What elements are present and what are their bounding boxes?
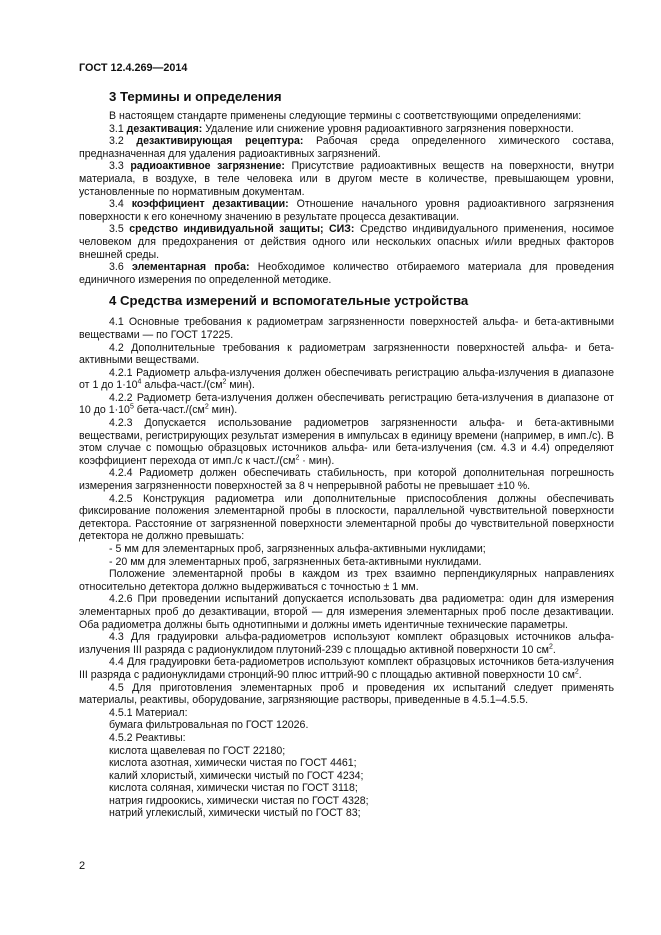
clause-4-2-5-position: Положение элементарной пробы в каждом из трех взаимно перпендикулярных направлениях относительно детектора должно выдерживаться с точностью ± 1 мм. xyxy=(79,568,614,593)
term-3-1: 3.1 дезактивация: Удаление или снижение уровня радиоактивного загрязнения поверхности. xyxy=(109,122,574,135)
reagent-item: калий хлористый, химически чистый по ГОСТ 4234; xyxy=(109,769,364,782)
distance-alpha: - 5 мм для элементарных проб, загрязненных альфа-активными нуклидами; xyxy=(109,543,486,555)
material-item: бумага фильтровальная по ГОСТ 12026. xyxy=(109,719,309,732)
clause-4-2-2: 4.2.2 Радиометр бета-излучения должен обеспечивать регистрацию бета-излучения в диапазоне от 10 до $1\cdot 10^5$ бета-$част./(см^2$ мин). xyxy=(79,391,614,417)
reagent-item: кислота щавелевая по ГОСТ 22180; xyxy=(109,744,286,757)
clause-4-5-2: 4.5.2 Реактивы: xyxy=(109,731,186,744)
section-3-heading: 3 Термины и определения xyxy=(109,89,282,104)
section-3-intro: В настоящем стандарте применены следующие термины с соответствующими определениями: xyxy=(109,110,582,122)
clause-4-2-1: 4.2.1 Радиометр альфа-излучения должен обеспечивать регистрацию альфа-излучения в диапазоне от 1 до $1\cdot 10^4$ альфа-$част./(см^2$ мин). xyxy=(79,366,614,392)
clause-4-4: 4.4 Для градуировки бета-радиометров используют комплект образцовых источников бета-излучения III разряда с радионуклидами стронций-90 плюс иттрий-90 с площадью активной поверхности 10 $см^2$. xyxy=(79,656,614,681)
distance-beta: - 20 мм для элементарных проб, загрязненных бета-активными нуклидами. xyxy=(109,555,482,568)
page-number: 2 xyxy=(79,860,86,872)
term-3-5: 3.5 средство индивидуальной защиты; СИЗ: Средство индивидуального применения, носимое человеком для предохранения от действия одного или нескольких опасных и/или вредных факторов внешней среды. xyxy=(79,223,614,261)
clause-4-2-3: 4.2.3 Допускается использование радиометров загрязненности альфа- и бета-активными веществами, регистрирующих результат измерения в импульсах в единицу времени (например, в имп./с). В этом случае с помощью образцовых источников альфа- или бета-излучения (см. 4.3 и 4.4) определяют коэффициент перехода от имп./с к $част./(см^2 \cdot мин)$. xyxy=(79,417,614,467)
clause-4-2-6: 4.2.6 При проведении испытаний допускается использовать два радиометра: один для измерения элементарных проб до дезактивации, второй — для измерения элементарных проб после дезактивации. Оба радиометра должны быть однотипными и должны иметь идентичные технические параметры. xyxy=(79,593,614,631)
clause-4-3: 4.3 Для градуировки альфа-радиометров используют комплект образцовых источников альфа-излучения III разряда с радионуклидом плутоний-239 с площадью активной поверхности 10 $см^2$. xyxy=(79,631,614,656)
reagent-item: натрия гидроокись, химически чистая по ГОСТ 4328; xyxy=(109,794,369,807)
clause-4-2-4: 4.2.4 Радиометр должен обеспечивать стабильность, при которой дополнительная погрешность измерения загрязненности поверхностей за 8 ч непрерывной работы не превышает ±10 %. xyxy=(79,467,614,493)
document-body xyxy=(79,89,614,820)
reagent-item: кислота азотная, химически чистая по ГОСТ 4461; xyxy=(109,757,357,770)
term-3-2: 3.2 дезактивирующая рецептура: Рабочая среда определенного химического состава, предназначенная для удаления радиоактивных загрязнений. xyxy=(79,135,615,160)
document-header: ГОСТ 12.4.269—2014 xyxy=(79,62,188,74)
term-3-4: 3.4 коэффициент дезактивации: Отношение начального уровня радиоактивного загрязнения поверхности к его конечному значению в результате процесса дезактивации. xyxy=(79,198,614,223)
reagent-item: натрий углекислый, химически чистый по ГОСТ 83; xyxy=(109,807,361,820)
clause-4-2: 4.2 Дополнительные требования к радиометрам загрязненности поверхностей альфа- и бета-активными веществами. xyxy=(79,341,614,367)
section-4-heading: 4 Средства измерений и вспомогательные устройства xyxy=(109,293,469,309)
clause-4-5-1: 4.5.1 Материал: xyxy=(109,706,188,719)
clause-4-5: 4.5 Для приготовления элементарных проб и проведения их испытаний следует применять материалы, реактивы, оборудование, загрязняющие растворы, приведенные в 4.5.1–4.5.5. xyxy=(79,681,614,707)
reagent-item: кислота соляная, химически чистая по ГОСТ 3118; xyxy=(109,782,358,795)
clause-4-2-5: 4.2.5 Конструкция радиометра или дополнительные приспособления должны обеспечивать фиксирование положения элементарной пробы в плоскости, параллельной чувствительной поверхности детектора. Расстояние от загрязненной поверхности элементарной пробы до чувствительной поверхности детектора не должно превышать: xyxy=(79,492,614,543)
clause-4-1: 4.1 Основные требования к радиометрам загрязненности поверхностей альфа- и бета-активными веществами — по ГОСТ 17225. xyxy=(79,316,614,341)
term-3-3: 3.3 радиоактивное загрязнение: Присутствие радиоактивных веществ на поверхности, внутри материала, в воздухе, в теле человека или в другом месте в количестве, превышающем уровни, установленные по нормативным документам. xyxy=(79,160,615,198)
term-3-6: 3.6 элементарная проба: Необходимое количество отбираемого материала для проведения единичного измерения по определенной методике. xyxy=(79,261,615,286)
